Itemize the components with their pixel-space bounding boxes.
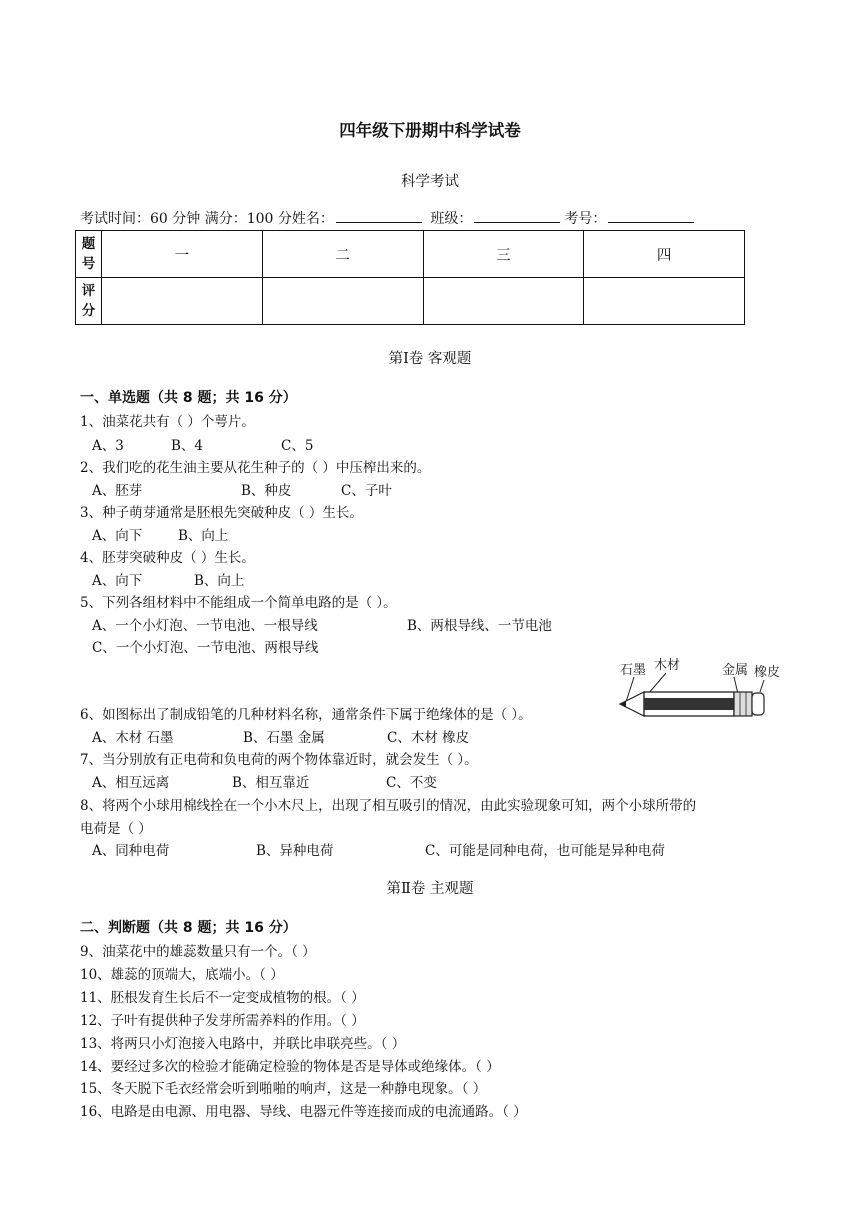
class-blank[interactable] [474, 208, 560, 223]
score-column-1: 一 [102, 231, 263, 278]
section2-title: 二、判断题（共 8 题；共 16 分） [80, 920, 297, 936]
question-1: 1、油菜花共有（ ）个萼片。 [80, 414, 255, 430]
q2-option-b: B、种皮 [241, 483, 292, 499]
q7-option-b: B、相互靠近 [232, 775, 310, 791]
q4-option-a: A、向下 [92, 573, 143, 589]
part1-title: 第Ⅰ卷 客观题 [388, 351, 472, 367]
part2-title: 第Ⅱ卷 主观题 [386, 881, 474, 897]
name-blank[interactable] [336, 208, 422, 223]
score-table-row-questions [76, 231, 745, 278]
judgement-12: 12、子叶有提供种子发芽所需养料的作用。（ ） [80, 1013, 365, 1029]
question-number-header: 题 号 [76, 231, 102, 278]
q8-option-a: A、同种电荷 [92, 843, 170, 859]
exam-subtitle: 科学考试 [401, 174, 459, 190]
pencil-diagram [614, 654, 784, 720]
score-column-4: 四 [584, 231, 745, 278]
q3-option-b: B、向上 [178, 528, 229, 544]
judgement-13: 13、将两只小灯泡接入电路中，并联比串联亮些。（ ） [80, 1036, 406, 1052]
q1-option-b: B、4 [171, 438, 204, 454]
q7-option-c: C、不变 [386, 775, 437, 791]
q6-option-c: C、木材 橡皮 [387, 730, 470, 746]
exam-title: 四年级下册期中科学试卷 [339, 121, 521, 140]
question-3: 3、种子萌芽通常是胚根先突破种皮（ ）生长。 [80, 505, 363, 521]
question-8-line1: 8、将两个小球用棉线拴在一个小木尺上，出现了相互吸引的情况，由此实验现象可知，两个小球所带的 [80, 798, 697, 814]
label-metal: 金属 [722, 663, 749, 678]
judgement-16: 16、电路是由电源、用电器、导线、电器元件等连接而成的电流通路。（ ） [80, 1104, 527, 1120]
section1-title: 一、单选题（共 8 题；共 16 分） [80, 390, 297, 406]
class-label: 班级： [430, 211, 473, 227]
score-header: 评 分 [76, 278, 102, 325]
label-eraser: 橡皮 [754, 665, 781, 680]
question-8-line2: 电荷是（ ） [80, 821, 152, 837]
q8-option-c: C、可能是同种电荷，也可能是异种电荷 [425, 843, 665, 859]
judgement-11: 11、胚根发育生长后不一定变成植物的根。（ ） [80, 990, 365, 1006]
q8-option-b: B、异种电荷 [256, 843, 334, 859]
score-table-row-marks [76, 278, 745, 325]
score-cell-4[interactable] [584, 278, 745, 325]
q4-option-b: B、向上 [194, 573, 245, 589]
q2-option-c: C、子叶 [341, 483, 392, 499]
score-cell-3[interactable] [423, 278, 584, 325]
score-column-3: 三 [423, 231, 584, 278]
name-label: 姓名： [291, 211, 334, 227]
exam-time: 考试时间：60 分钟 [80, 211, 201, 227]
score-cell-2[interactable] [262, 278, 423, 325]
q7-option-a: A、相互远离 [92, 775, 170, 791]
q6-option-a: A、木材 石墨 [92, 730, 174, 746]
q6-option-b: B、石墨 金属 [243, 730, 325, 746]
label-graphite: 石墨 [620, 663, 647, 678]
exam-info-line [80, 208, 698, 228]
question-4: 4、胚芽突破种皮（ ）生长。 [80, 550, 255, 566]
question-6: 6、如图标出了制成铅笔的几种材料名称，通常条件下属于绝缘体的是（ ）。 [80, 707, 532, 723]
pencil-stripe [644, 698, 734, 710]
number-label: 考号： [564, 211, 607, 227]
q2-option-a: A、胚芽 [92, 483, 143, 499]
label-wood: 木材 [654, 658, 681, 673]
q5-option-c: C、一个小灯泡、一节电池、两根导线 [92, 640, 319, 656]
judgement-15: 15、冬天脱下毛衣经常会听到啪啪的响声，这是一种静电现象。（ ） [80, 1081, 487, 1097]
pencil-ferrule [734, 692, 752, 716]
judgement-10: 10、雄蕊的顶端大，底端小。（ ） [80, 967, 284, 983]
question-5: 5、下列各组材料中不能组成一个简单电路的是（ ）。 [80, 595, 397, 611]
judgement-9: 9、油菜花中的雄蕊数量只有一个。（ ） [80, 944, 316, 960]
score-table [75, 230, 745, 325]
q1-option-a: A、3 [92, 438, 124, 454]
question-2: 2、我们吃的花生油主要从花生种子的（ ）中压榨出来的。 [80, 460, 431, 476]
q3-option-a: A、向下 [92, 528, 143, 544]
q5-option-b: B、两根导线、一节电池 [407, 618, 552, 634]
judgement-14: 14、要经过多次的检验才能确定检验的物体是否是导体或绝缘体。（ ） [80, 1059, 500, 1075]
number-blank[interactable] [608, 208, 694, 223]
question-7: 7、当分别放有正电荷和负电荷的两个物体靠近时，就会发生（ ）。 [80, 752, 478, 768]
full-score: 满分：100 分 [204, 211, 292, 227]
score-column-2: 二 [262, 231, 423, 278]
q5-option-a: A、一个小灯泡、一节电池、一根导线 [92, 618, 318, 634]
q1-option-c: C、5 [281, 438, 314, 454]
pencil-eraser [752, 693, 764, 715]
score-cell-1[interactable] [102, 278, 263, 325]
